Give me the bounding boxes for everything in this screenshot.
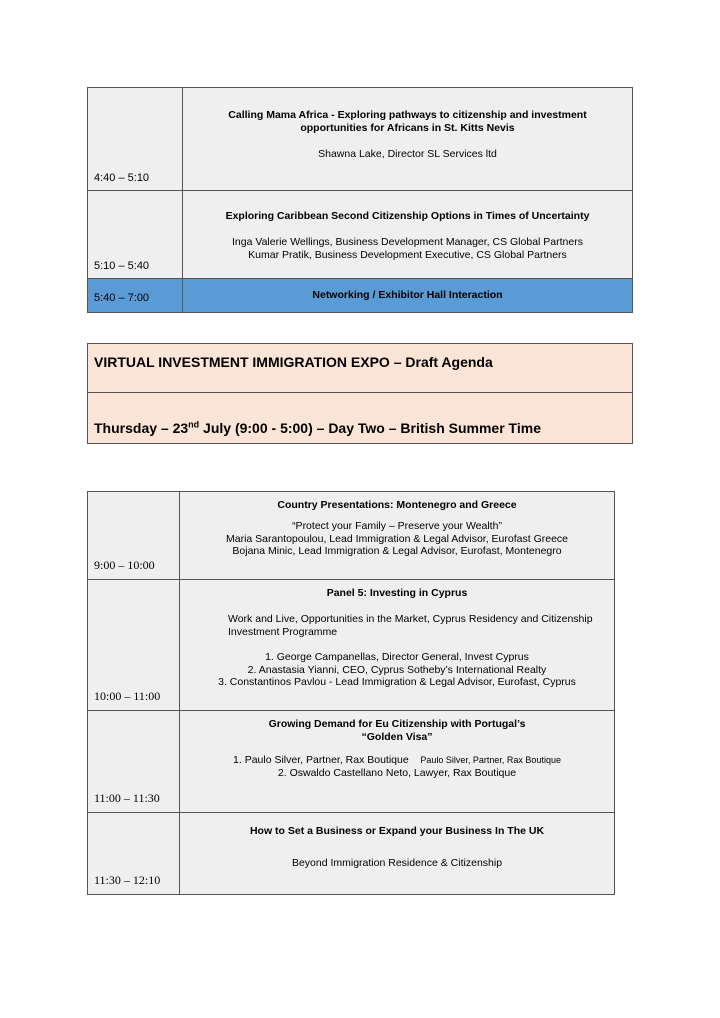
session-title: Exploring Caribbean Second Citizenship Options in Times of Uncertainty	[225, 210, 590, 222]
banner-day-title	[88, 393, 632, 436]
day-superscript: nd	[188, 419, 200, 430]
session-cell	[180, 813, 615, 895]
list-item: 2. Oswaldo Castellano Neto, Lawyer, Rax Boutique	[277, 766, 517, 779]
session-cell	[180, 580, 615, 711]
speaker-line: Maria Sarantopoulou, Lead Immigration & Legal Advisor, Eurofast Greece	[225, 532, 569, 545]
day-two-agenda-table	[87, 491, 615, 895]
time-cell: 10:00 – 11:00	[88, 580, 180, 711]
agenda-row	[88, 580, 615, 711]
intro-line: Investment Programme	[228, 625, 338, 638]
day-suffix: July (9:00 - 5:00) – Day Two – British Summer Time	[199, 420, 541, 436]
agenda-row	[88, 711, 615, 813]
session-title: Calling Mama Africa - Exploring pathways to citizenship and investment	[228, 109, 587, 121]
time-cell: 11:00 – 11:30	[88, 711, 180, 813]
time-cell: 5:10 – 5:40	[88, 191, 183, 279]
session-cell	[183, 191, 633, 279]
speaker-line: Shawna Lake, Director SL Services ltd	[318, 148, 497, 160]
agenda-banner	[87, 343, 633, 444]
session-title: Country Presentations: Montenegro and Greece	[277, 499, 517, 511]
speaker-line: Beyond Immigration Residence & Citizenship	[291, 857, 503, 869]
list-item-text: 1. Paulo Silver, Partner, Rax Boutique	[233, 754, 409, 766]
speaker-line: Inga Valerie Wellings, Business Development Manager, CS Global Partners	[232, 236, 583, 248]
session-cell	[183, 279, 633, 313]
intro-line: Work and Live, Opportunities in the Market, Cyprus Residency and Citizenship	[228, 613, 593, 625]
day-prefix: Thursday – 23	[94, 420, 189, 436]
session-title: opportunities for Africans in St. Kitts Nevis	[300, 122, 515, 134]
time-cell: 5:40 – 7:00	[88, 279, 183, 313]
list-item: 2. Anastasia Yianni, CEO, Cyprus Sotheby’s International Realty	[247, 663, 547, 676]
session-title: Panel 5: Investing in Cyprus	[326, 587, 468, 599]
time-cell: 9:00 – 10:00	[88, 492, 180, 580]
day-one-agenda-table	[87, 87, 633, 313]
session-title: “Golden Visa”	[361, 731, 433, 743]
session-cell	[180, 492, 615, 580]
agenda-row-highlight	[88, 279, 633, 313]
time-cell: 11:30 – 12:10	[88, 813, 180, 895]
list-item: 3. Constantinos Pavlou - Lead Immigration & Legal Advisor, Eurofast, Cyprus	[218, 676, 576, 688]
agenda-row	[88, 492, 615, 580]
speaker-line: Kumar Pratik, Business Development Executive, CS Global Partners	[248, 248, 567, 261]
session-title: How to Set a Business or Expand your Business In The UK	[249, 825, 545, 837]
speaker-line: Bojana Minic, Lead Immigration & Legal Advisor, Eurofast, Montenegro	[232, 545, 562, 557]
banner-heading: VIRTUAL INVESTMENT IMMIGRATION EXPO – Draft Agenda	[88, 344, 632, 393]
session-title: Networking / Exhibitor Hall Interaction	[312, 289, 503, 301]
speaker-line: “Protect your Family – Preserve your Wealth”	[292, 520, 502, 532]
list-item	[180, 754, 614, 767]
list-item: 1. George Campanellas, Director General, Invest Cyprus	[265, 651, 529, 663]
agenda-row	[88, 88, 633, 191]
time-cell: 4:40 – 5:10	[88, 88, 183, 191]
session-cell	[180, 711, 615, 813]
agenda-row	[88, 813, 615, 895]
session-title: Growing Demand for Eu Citizenship with Portugal’s	[268, 718, 526, 730]
list-item-note: Paulo Silver, Partner, Rax Boutique	[420, 755, 561, 765]
agenda-row	[88, 191, 633, 279]
session-cell	[183, 88, 633, 191]
